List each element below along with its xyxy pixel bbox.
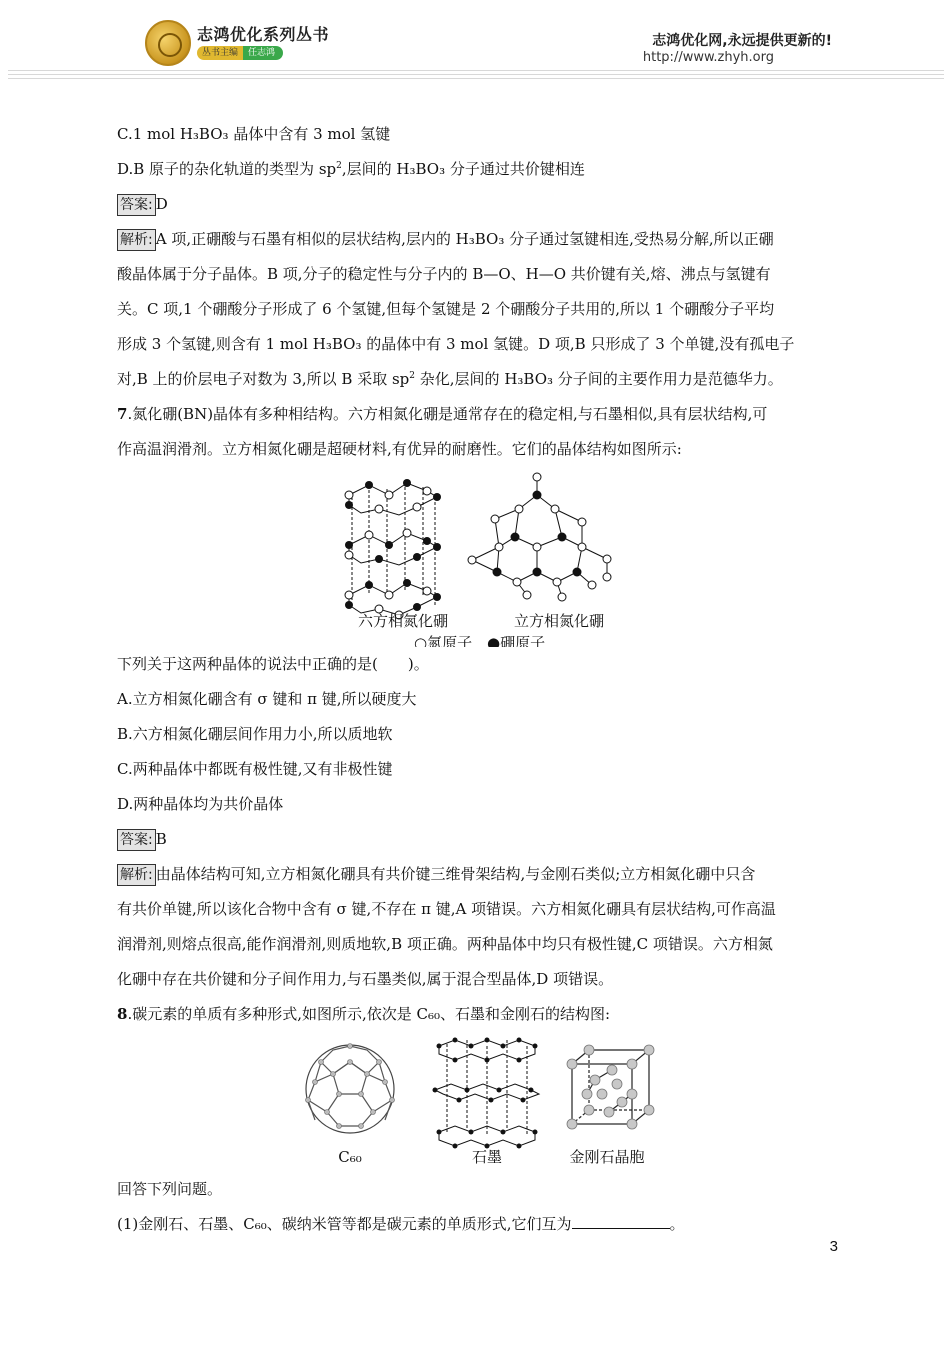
diamond-caption: 金刚石晶胞: [569, 1148, 645, 1166]
answer-value: B: [155, 830, 167, 848]
q7-answer: [117, 822, 840, 857]
q6-analysis-line: 关。C 项,1 个硼酸分子形成了 6 个氢键,但每个氢键是 2 个硼酸分子共用的,所以 1 个硼酸分子平均: [117, 300, 775, 318]
carbon-structures-figure: [117, 1032, 840, 1172]
bn-structure-diagram: [117, 467, 840, 647]
header-divider: [8, 70, 944, 71]
q6-answer: [117, 187, 840, 222]
question-number: 7: [117, 405, 128, 423]
graphite-caption: 石墨: [471, 1148, 503, 1166]
analysis-label: 解析:: [117, 229, 156, 251]
q7-option-d: D.两种晶体均为共价晶体: [117, 795, 284, 813]
answer-blank[interactable]: [572, 1208, 670, 1229]
question-number: 8: [117, 1005, 128, 1023]
c60-atoms: [306, 1044, 395, 1129]
q8-sub1: (1)金刚石、石墨、C₆₀、碳纳米管等都是碳元素的单质形式,它们互为 。: [117, 1207, 840, 1242]
q7-stem-line: 作高温润滑剂。立方相氮化硼是超硬材料,有优异的耐磨性。它们的晶体结构如图所示:: [117, 440, 682, 458]
editor-label: 丛书主编: [197, 46, 243, 60]
page-content: [117, 117, 840, 1242]
q6-analysis-line: 形成 3 个氢键,则含有 1 mol H₃BO₃ 的晶体中有 3 mol 氢键。D 项,B 只形成了 3 个单键,没有孤电子: [117, 335, 795, 353]
legend-nitrogen: ○氮原子: [414, 634, 473, 647]
hex-bn-caption: 六方相氮化硼: [357, 612, 449, 630]
q7-option-a: A.立方相氮化硼含有 σ 键和 π 键,所以硬度大: [117, 690, 417, 708]
q7-analysis-line: 解析: 由晶体结构可知,立方相氮化硼具有共价键三维骨架结构,与金刚石类似;立方相氮化硼中只含: [117, 857, 840, 892]
q8-prompt: 回答下列问题。: [117, 1180, 223, 1198]
legend-boron: ●硼原子: [487, 634, 546, 647]
q6-analysis-line: 解析: A 项,正硼酸与石墨有相似的层状结构,层内的 H₃BO₃ 分子通过氢键相连,受热易分解,所以正硼: [117, 222, 840, 257]
q7-question: 下列关于这两种晶体的说法中正确的是( )。: [117, 655, 429, 673]
page-number: 3: [829, 1238, 838, 1255]
cubic-bn-caption: 立方相氮化硼: [513, 612, 605, 630]
graphite-structure-icon: [435, 1040, 539, 1146]
header-divider: [8, 74, 944, 75]
site-slogan: 志鸿优化网,永远提供更新的!: [652, 33, 832, 49]
graphite-atoms: [433, 1038, 538, 1149]
answer-label: 答案:: [117, 194, 156, 216]
q6-analysis-line: 酸晶体属于分子晶体。B 项,分子的稳定性与分子内的 B—O、H—O 共价键有关,熔、沸点与氢键有: [117, 265, 771, 283]
cubic-bn-atoms: [468, 473, 611, 601]
q7-analysis-line: 化硼中存在共价键和分子间作用力,与石墨类似,属于混合型晶体,D 项错误。: [117, 970, 614, 988]
hexagonal-bn-atoms: [345, 479, 441, 619]
bn-structure-figure: [117, 467, 840, 647]
q6-analysis-line: 对,B 上的价层电子对数为 3,所以 B 采取 $sp^2$ 杂化,层间的 H₃BO₃ 分子间的主要作用力是范德华力。: [117, 370, 783, 388]
q6-option-c: C.1 mol H₃BO₃ 晶体中含有 3 mol 氢键: [117, 125, 391, 143]
header-divider: [8, 78, 944, 79]
site-url[interactable]: http://www.zhyh.org: [642, 50, 774, 65]
series-logo-icon: [145, 20, 191, 66]
analysis-label: 解析:: [117, 864, 156, 886]
q8-stem: 8.碳元素的单质有多种形式,如图所示,依次是 C₆₀、石墨和金刚石的结构图:: [117, 1005, 611, 1023]
c60-caption: C₆₀: [338, 1148, 362, 1166]
editor-badge: [197, 46, 283, 60]
q7-option-c: C.两种晶体中都既有极性键,又有非极性键: [117, 760, 393, 778]
q7-stem-line: 7.氮化硼(BN)晶体有多种相结构。六方相氮化硼是通常存在的稳定相,与石墨相似,具有层状结构,可: [117, 405, 768, 423]
q7-analysis-line: 有共价单键,所以该化合物中含有 σ 键,不存在 π 键,A 项错误。六方相氮化硼具有层状结构,可作高温: [117, 900, 776, 918]
series-title: 志鸿优化系列丛书: [197, 25, 330, 44]
c60-structure-icon: [306, 1045, 394, 1133]
page-header: [0, 0, 952, 80]
answer-label: 答案:: [117, 829, 156, 851]
q6-option-d: D.B 原子的杂化轨道的类型为 $sp^2$,层间的 H₃BO₃ 分子通过共价键相连: [117, 160, 585, 178]
q7-option-b: B.六方相氮化硼层间作用力小,所以质地软: [117, 725, 393, 743]
carbon-structures-diagram: [117, 1032, 840, 1172]
q7-analysis-line: 润滑剂,则熔点很高,能作润滑剂,则质地软,B 项正确。两种晶体中均只有极性键,C 项错误。六方相氮: [117, 935, 773, 953]
answer-value: D: [155, 195, 168, 213]
editor-name: 任志鸿: [243, 46, 283, 60]
